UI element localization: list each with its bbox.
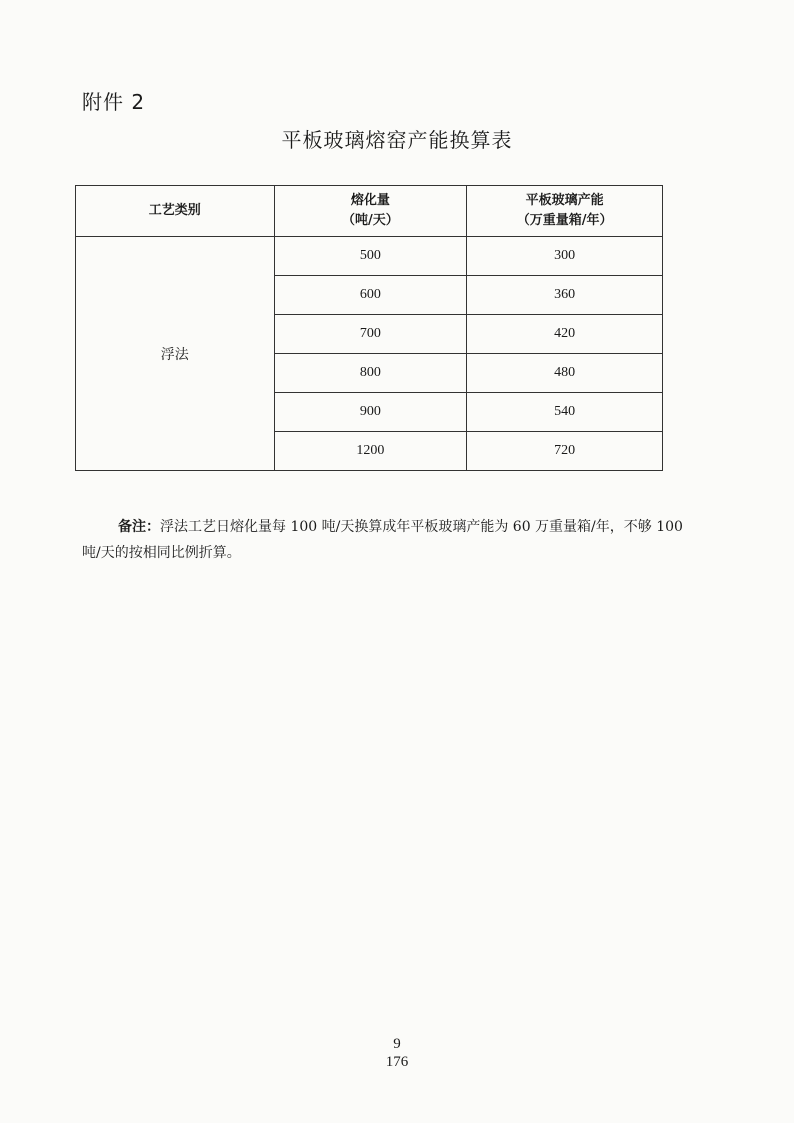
attachment-label: 附件 2: [82, 90, 146, 114]
melt-cell: 900: [274, 393, 467, 432]
capacity-cell: 300: [467, 237, 663, 276]
table-header-row: [76, 186, 663, 237]
table-note: [82, 514, 702, 566]
header-melt-line2: （吨/天）: [342, 213, 399, 228]
table-row: [76, 237, 663, 276]
melt-cell: 600: [274, 276, 467, 315]
melt-cell: 1200: [274, 432, 467, 471]
note-label: 备注：: [118, 519, 160, 535]
header-capacity-line1: 平板玻璃产能: [525, 193, 604, 208]
capacity-cell: 540: [467, 393, 663, 432]
document-title: 平板玻璃熔窑产能换算表: [281, 128, 513, 152]
header-melt-line1: 熔化量: [350, 193, 390, 208]
category-cell: 浮法: [76, 237, 275, 471]
header-melt-amount: [274, 186, 467, 237]
source-page-number: 176: [385, 1054, 409, 1070]
melt-cell: 500: [274, 237, 467, 276]
header-capacity: [467, 186, 663, 237]
capacity-cell: 720: [467, 432, 663, 471]
capacity-conversion-table: [75, 185, 663, 471]
page-number: 9: [393, 1036, 401, 1052]
note-text: 浮法工艺日熔化量每 100 吨/天换算成年平板玻璃产能为 60 万重量箱/年，不够 100 吨/天的按相同比例折算。: [82, 519, 683, 561]
melt-cell: 800: [274, 354, 467, 393]
header-capacity-line2: （万重量箱/年）: [516, 213, 613, 228]
capacity-cell: 360: [467, 276, 663, 315]
header-category: 工艺类别: [76, 186, 275, 237]
capacity-cell: 480: [467, 354, 663, 393]
capacity-cell: 420: [467, 315, 663, 354]
melt-cell: 700: [274, 315, 467, 354]
